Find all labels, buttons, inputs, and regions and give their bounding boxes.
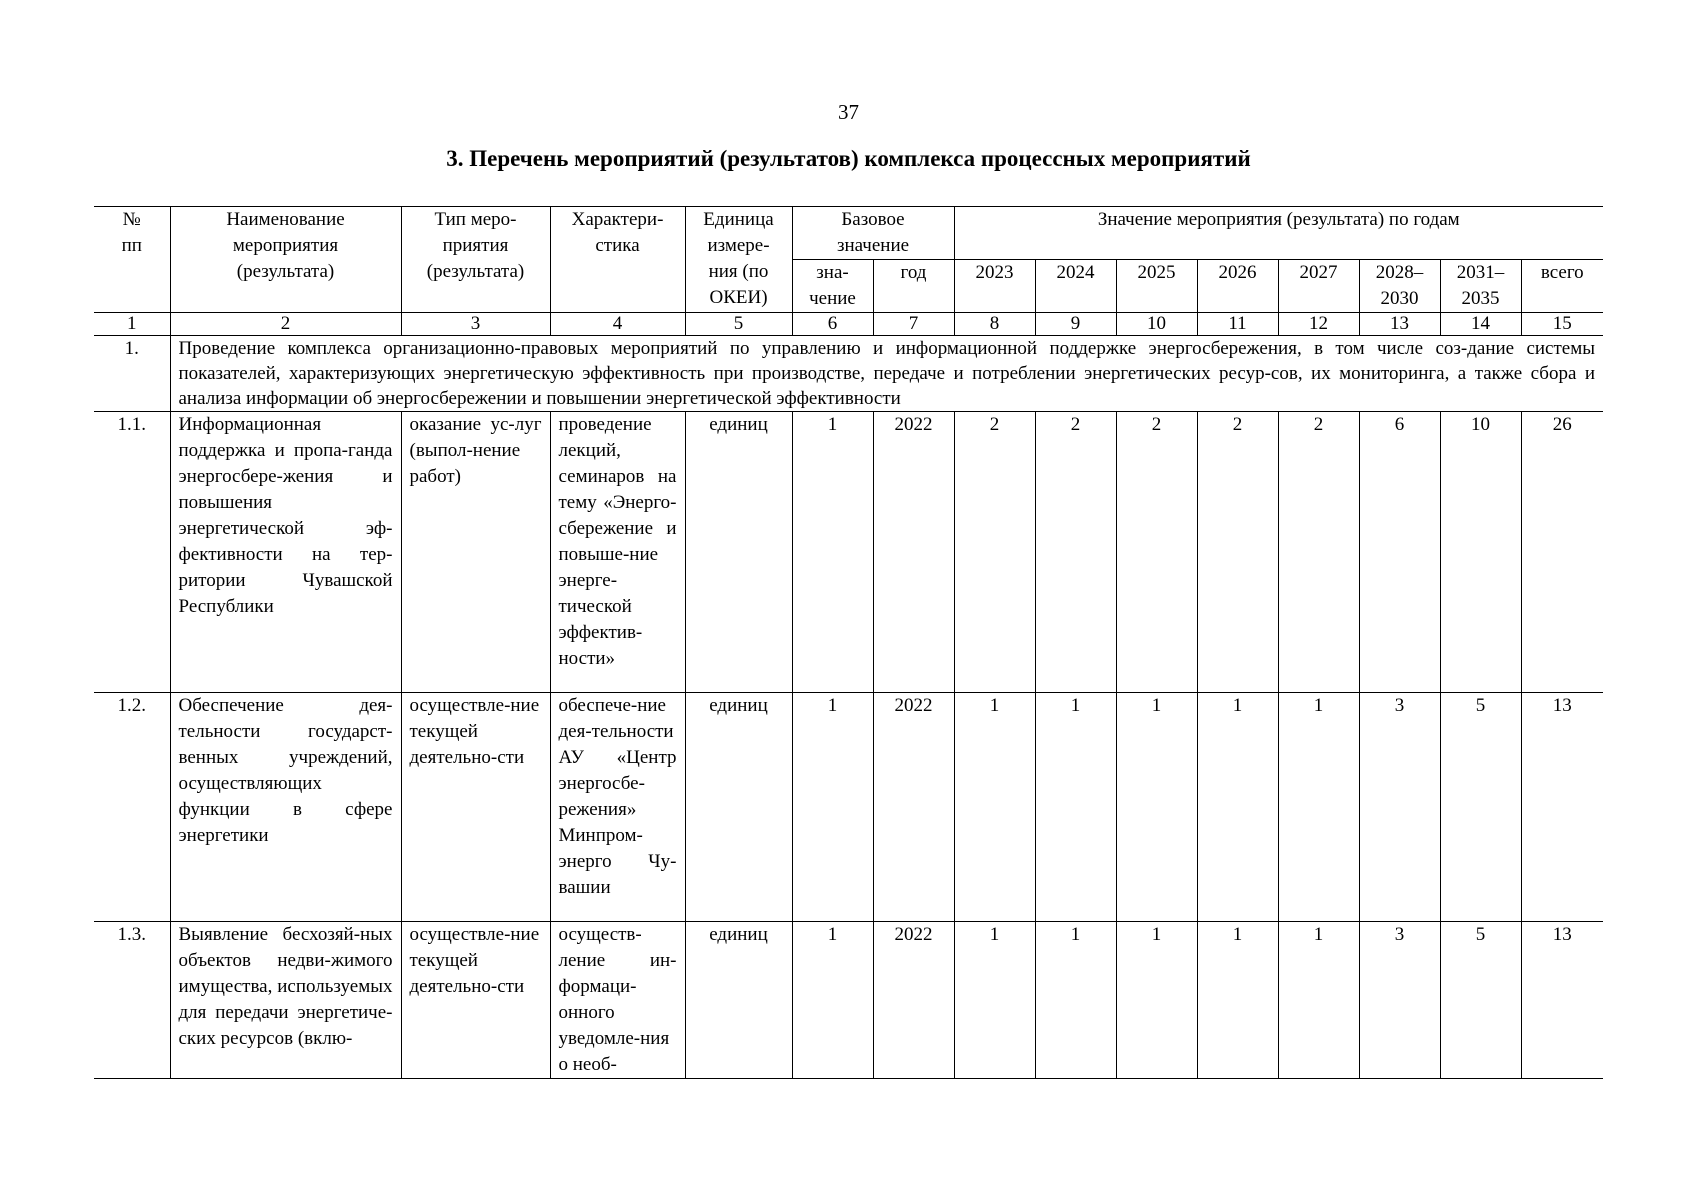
header-year: 2023 xyxy=(954,260,1035,313)
column-number: 5 xyxy=(685,313,792,336)
column-number: 8 xyxy=(954,313,1035,336)
row-value: 1 xyxy=(1035,693,1116,922)
column-number: 13 xyxy=(1359,313,1440,336)
page-title: 3. Перечень мероприятий (результатов) комплекса процессных мероприятий xyxy=(446,146,1251,171)
row-value: 1 xyxy=(1197,693,1278,922)
column-number: 7 xyxy=(873,313,954,336)
row-value: 1 xyxy=(1197,922,1278,1079)
section-row xyxy=(94,336,1603,412)
row-unit: единиц xyxy=(685,922,792,1079)
row-value: 2 xyxy=(954,412,1035,693)
row-total: 26 xyxy=(1521,412,1603,693)
row-type: оказание ус-луг (выпол-нение работ) xyxy=(401,412,550,693)
header-year: 2027 xyxy=(1278,260,1359,313)
header-unit: Единица измере- ния (по ОКЕИ) xyxy=(685,207,792,313)
header-values: Значение мероприятия (результата) по годам xyxy=(954,207,1603,260)
row-value: 1 xyxy=(1278,922,1359,1079)
row-value: 3 xyxy=(1359,693,1440,922)
header-year: 2028– 2030 xyxy=(1359,260,1440,313)
measures-table xyxy=(94,206,1603,1079)
row-value: 5 xyxy=(1440,693,1521,922)
column-number: 3 xyxy=(401,313,550,336)
header-base-year: год xyxy=(873,260,954,313)
column-number: 2 xyxy=(170,313,401,336)
column-number: 11 xyxy=(1197,313,1278,336)
row-number: 1.3. xyxy=(94,922,170,1079)
header-total: всего xyxy=(1521,260,1603,313)
column-number: 1 xyxy=(94,313,170,336)
header-year: 2026 xyxy=(1197,260,1278,313)
header-base: Базовое значение xyxy=(792,207,954,260)
row-base-year: 2022 xyxy=(873,693,954,922)
row-total: 13 xyxy=(1521,922,1603,1079)
row-characteristic: обеспече-ние дея-тельности АУ «Центр энергосбе-режения» Минпром-энерго Чу-вашии xyxy=(550,693,685,922)
row-number: 1.1. xyxy=(94,412,170,693)
table-row xyxy=(94,412,1603,693)
column-number: 14 xyxy=(1440,313,1521,336)
row-name: Обеспечение дея-тельности государст-венных учреждений, осуществляющих функции в сфере энергетики xyxy=(170,693,401,922)
row-base-year: 2022 xyxy=(873,412,954,693)
section-number: 1. xyxy=(94,336,170,412)
row-unit: единиц xyxy=(685,693,792,922)
header-num: № пп xyxy=(94,207,170,313)
table-row xyxy=(94,693,1603,922)
column-number: 10 xyxy=(1116,313,1197,336)
header-base-value: зна- чение xyxy=(792,260,873,313)
column-number: 6 xyxy=(792,313,873,336)
row-value: 1 xyxy=(954,693,1035,922)
header-year: 2024 xyxy=(1035,260,1116,313)
row-value: 1 xyxy=(1116,922,1197,1079)
row-value: 1 xyxy=(1035,922,1116,1079)
row-base-value: 1 xyxy=(792,922,873,1079)
row-unit: единиц xyxy=(685,412,792,693)
row-characteristic: осуществ-ление ин-формаци-онного уведомле-ния о необ- xyxy=(550,922,685,1079)
column-number: 12 xyxy=(1278,313,1359,336)
row-total: 13 xyxy=(1521,693,1603,922)
row-value: 1 xyxy=(1278,693,1359,922)
row-value: 5 xyxy=(1440,922,1521,1079)
header-name: Наименование мероприятия (результата) xyxy=(170,207,401,313)
row-base-year: 2022 xyxy=(873,922,954,1079)
row-type: осуществле-ние текущей деятельно-сти xyxy=(401,693,550,922)
header-type: Тип меро- приятия (результата) xyxy=(401,207,550,313)
section-title: Проведение комплекса организационно-правовых мероприятий по управлению и информационной поддержке энергосбережения, в том числе соз-дание системы показателей, характеризующих энергетическую эффективность при производстве, передаче и потреблении энергетических ресур-сов, их мониторинга, а также сбора и анализа информации об энергосбережении и повышении энергетической эффективности xyxy=(170,336,1603,412)
row-value: 2 xyxy=(1116,412,1197,693)
row-name: Информационная поддержка и пропа-ганда энергосбере-жения и повышения энергетической эф-фективности на тер-ритории Чувашской Республики xyxy=(170,412,401,693)
row-base-value: 1 xyxy=(792,693,873,922)
column-number-row xyxy=(94,313,1603,336)
header-year: 2025 xyxy=(1116,260,1197,313)
row-value: 3 xyxy=(1359,922,1440,1079)
row-value: 2 xyxy=(1197,412,1278,693)
header-characteristic: Характери- стика xyxy=(550,207,685,313)
row-value: 6 xyxy=(1359,412,1440,693)
column-number: 4 xyxy=(550,313,685,336)
column-number: 9 xyxy=(1035,313,1116,336)
row-name: Выявление бесхозяй-ных объектов недви-жимого имущества, используемых для передачи энергетиче-ских ресурсов (вклю- xyxy=(170,922,401,1079)
row-characteristic: проведение лекций, семинаров на тему «Энерго-сбережение и повыше-ние энерге-тической эффектив-ности» xyxy=(550,412,685,693)
row-value: 2 xyxy=(1278,412,1359,693)
row-number: 1.2. xyxy=(94,693,170,922)
table-row xyxy=(94,922,1603,1079)
header-year: 2031– 2035 xyxy=(1440,260,1521,313)
row-value: 1 xyxy=(954,922,1035,1079)
header-row-1 xyxy=(94,207,1603,260)
row-value: 2 xyxy=(1035,412,1116,693)
row-base-value: 1 xyxy=(792,412,873,693)
row-value: 10 xyxy=(1440,412,1521,693)
row-value: 1 xyxy=(1116,693,1197,922)
row-type: осуществле-ние текущей деятельно-сти xyxy=(401,922,550,1079)
column-number: 15 xyxy=(1521,313,1603,336)
page-number: 37 xyxy=(838,100,859,124)
